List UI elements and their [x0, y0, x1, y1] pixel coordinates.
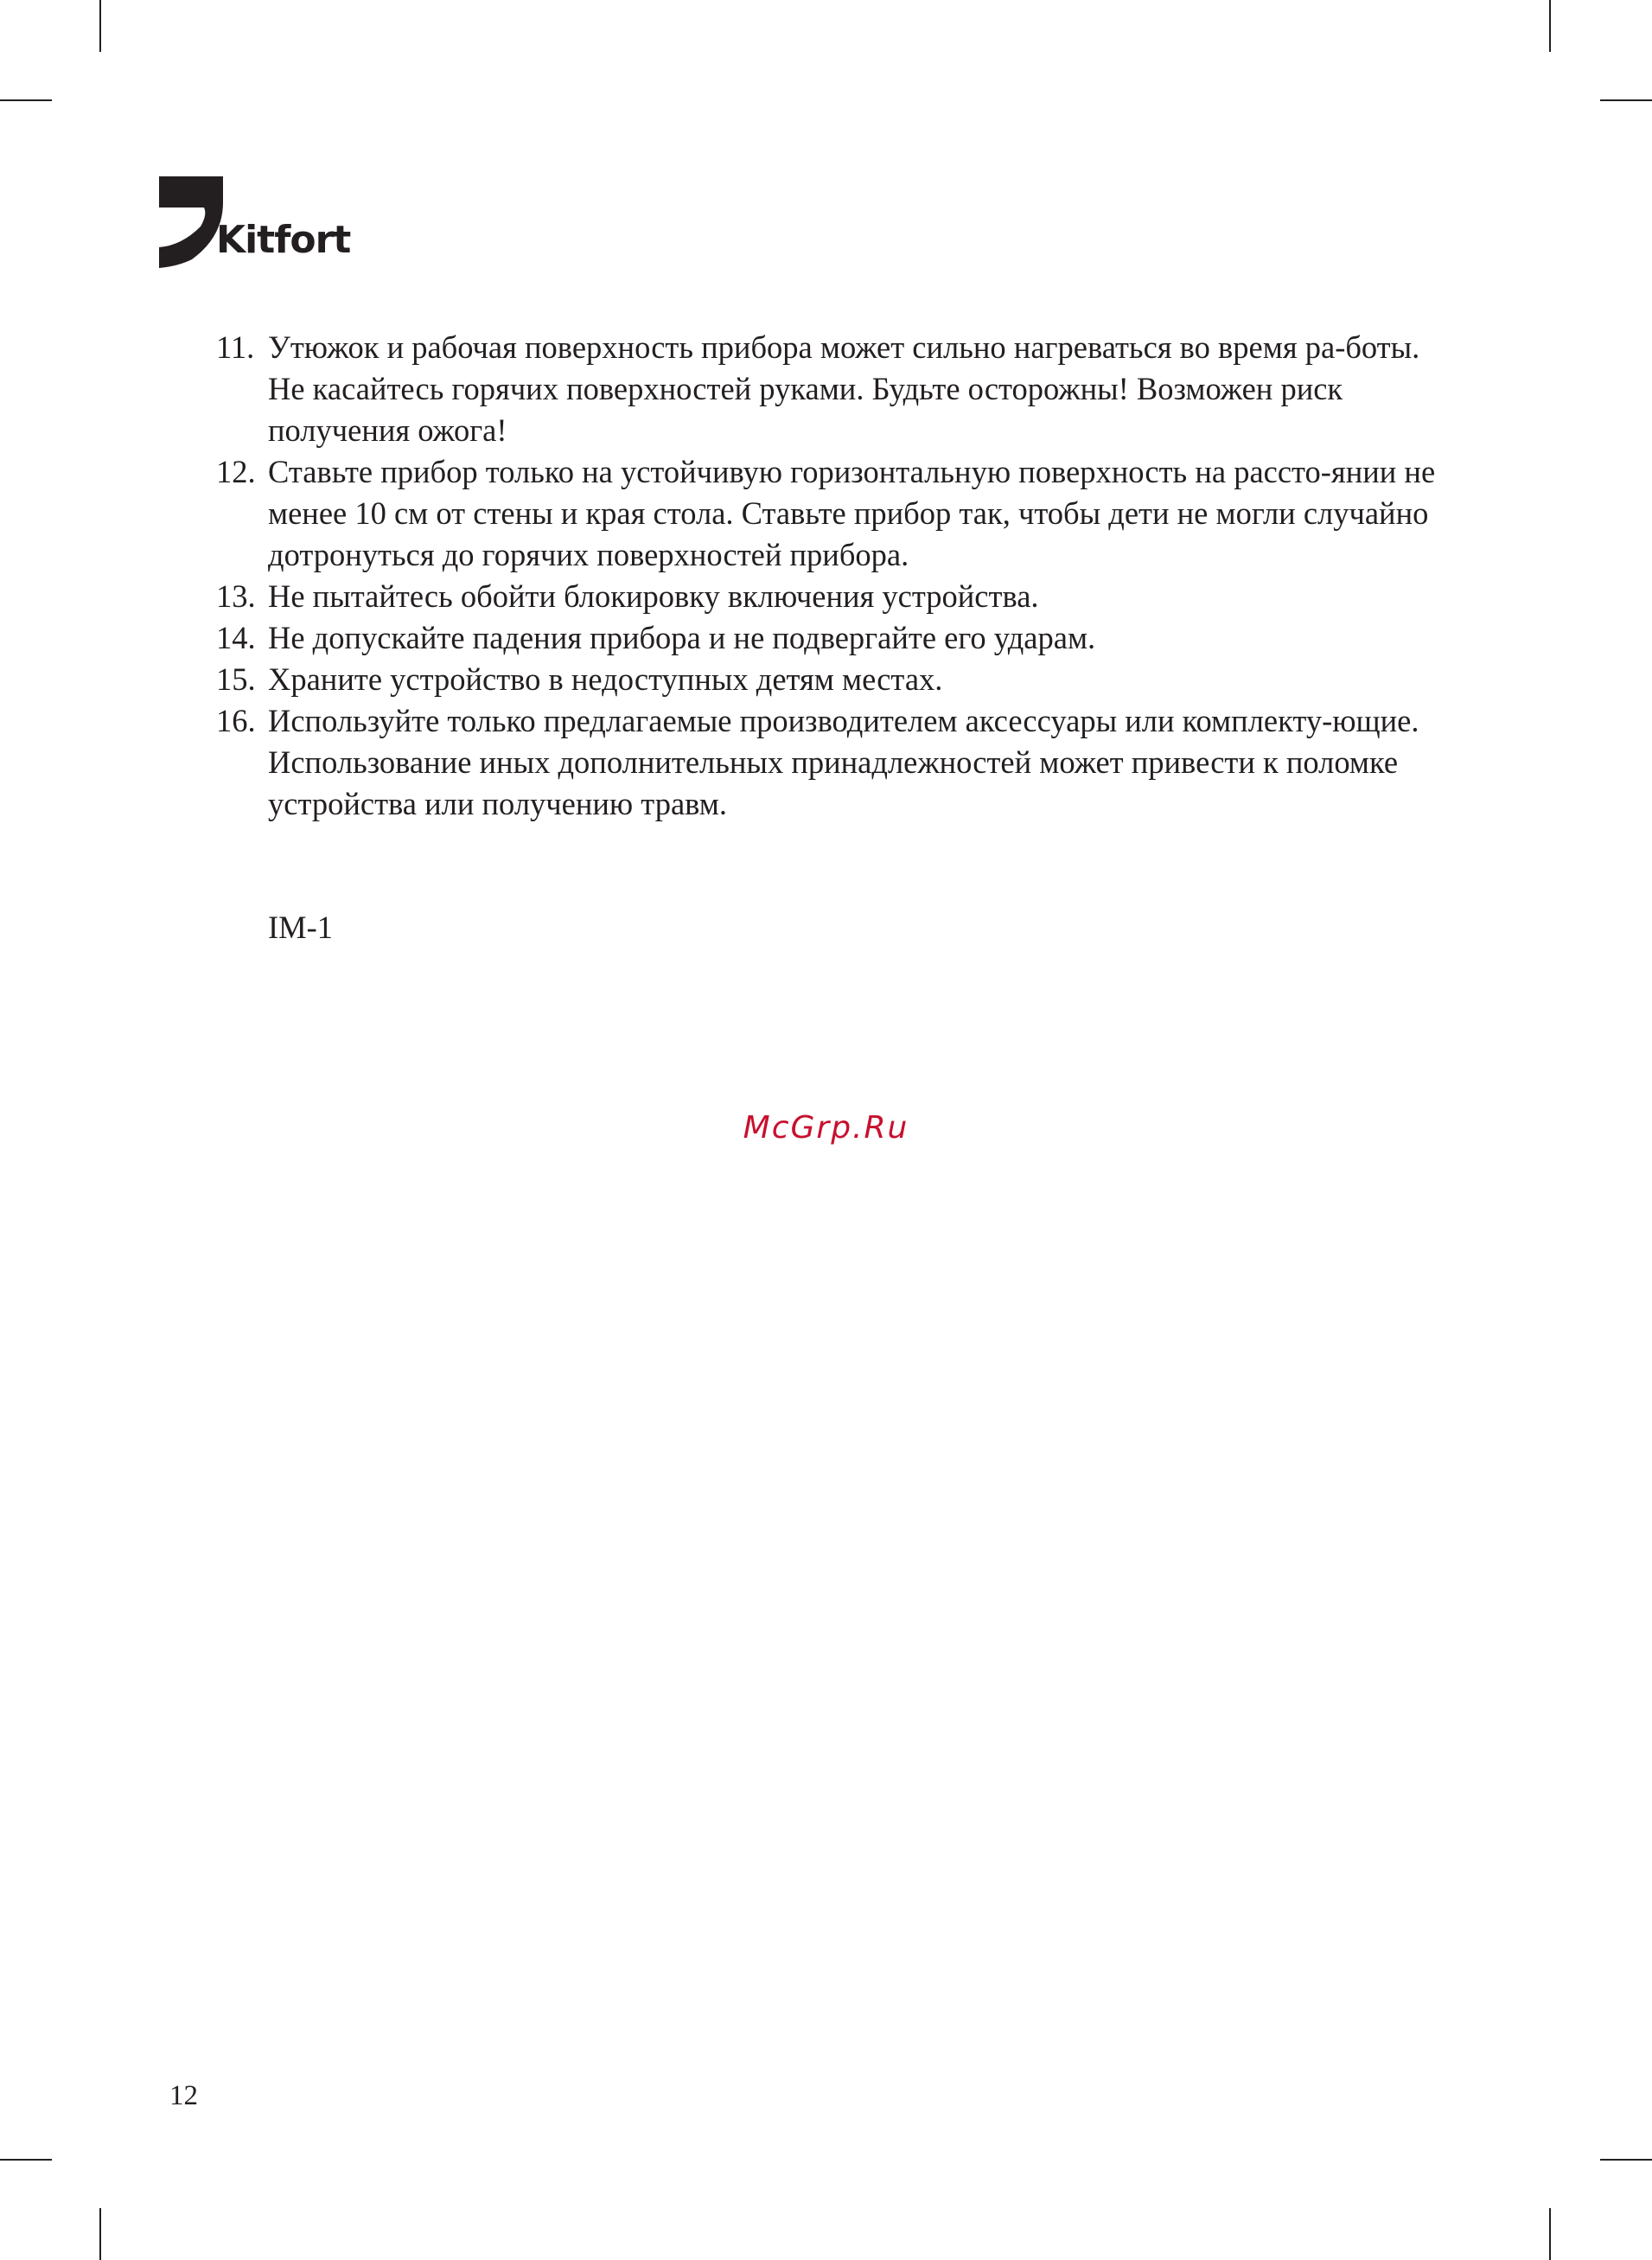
crop-mark: [1600, 2159, 1652, 2161]
list-item-number: 11.: [216, 329, 255, 365]
list-item-text: Не допускайте падения прибора и не подвергайте его ударам.: [268, 620, 1096, 655]
list-item: [207, 451, 1461, 576]
list-item-number: 12.: [216, 454, 256, 489]
list-item-number: 13.: [216, 578, 256, 614]
crop-mark: [99, 2208, 101, 2260]
list-item-number: 16.: [216, 703, 256, 738]
list-item-text: Храните устройство в недоступных детям местах.: [268, 661, 943, 697]
list-item-text: Ставьте прибор только на устойчивую горизонтальную поверхность на рассто-янии не менее 10 см от стены и края стола. Ставьте прибор так, чтобы дети не могли случайно дотронуться до горячих поверхностей прибора.: [268, 454, 1436, 572]
crop-mark: [1549, 2208, 1551, 2260]
crop-mark: [1549, 0, 1551, 52]
list-item: [207, 700, 1461, 825]
crop-mark: [0, 2159, 52, 2161]
page-number: 12: [169, 2080, 198, 2111]
list-item: [207, 617, 1461, 659]
document-code: IM-1: [268, 910, 334, 945]
list-item: [207, 327, 1461, 451]
list-item-number: 14.: [216, 620, 256, 655]
safety-instructions-list: [207, 327, 1461, 825]
watermark[interactable]: McGrp.Ru: [743, 1110, 909, 1146]
list-item: [207, 576, 1461, 617]
crop-mark: [1600, 99, 1652, 101]
list-item-text: Используйте только предлагаемые производителем аксессуары или комплекту-ющие. Использование иных дополнительных принадлежностей может привести к поломке устройства или получению травм.: [268, 703, 1419, 821]
crop-mark: [0, 99, 52, 101]
list-item-number: 15.: [216, 661, 256, 697]
crop-mark: [99, 0, 101, 52]
list-item-text: Не пытайтесь обойти блокировку включения устройства.: [268, 578, 1039, 614]
list-item: [207, 659, 1461, 700]
list-item-text: Утюжок и рабочая поверхность прибора может сильно нагреваться во время ра-боты. Не касайтесь горячих поверхностей руками. Будьте осторожны! Возможен риск получения ожога!: [268, 329, 1420, 448]
brand-name: Kitfort: [216, 218, 351, 262]
